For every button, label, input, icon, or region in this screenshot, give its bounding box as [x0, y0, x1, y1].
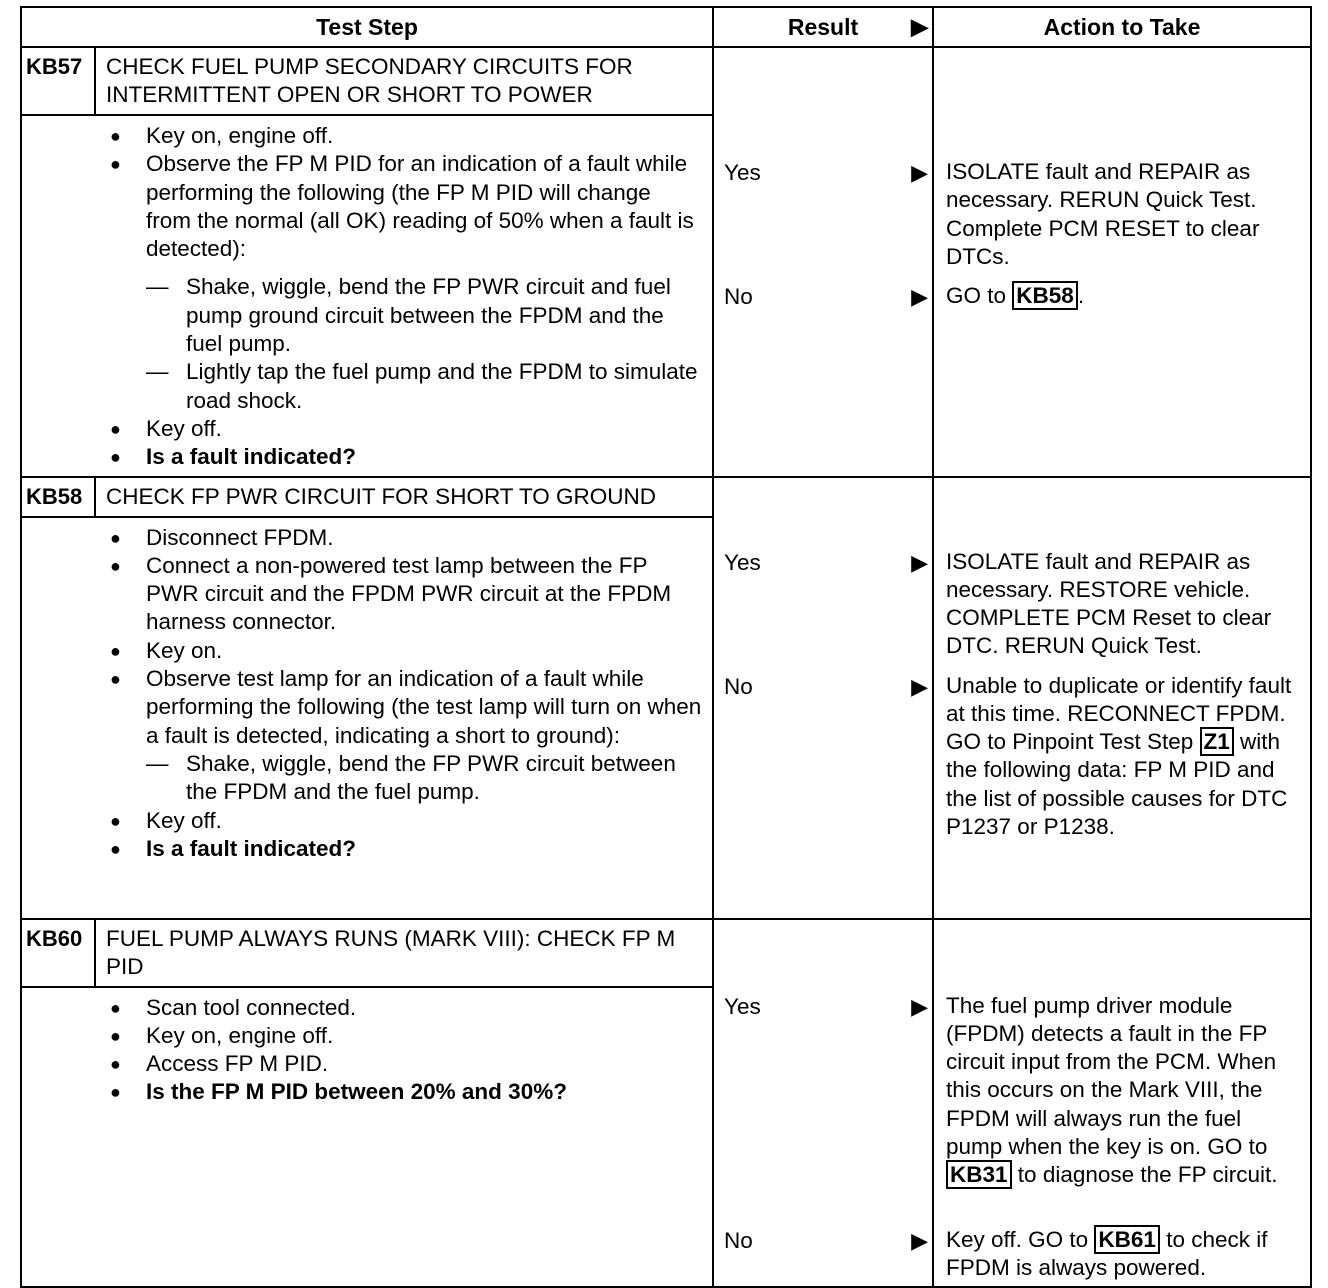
step-header: [22, 48, 712, 116]
dash-list: [146, 273, 702, 414]
step-title: CHECK FUEL PUMP SECONDARY CIRCUITS FOR INTERMITTENT OPEN OR SHORT TO POWER: [106, 54, 633, 107]
result-cell: [713, 477, 933, 919]
question-item: ● Is the FP M PID between 20% and 30%?: [108, 1078, 702, 1106]
table-row: [21, 47, 1311, 477]
list-item: ● Key off.: [108, 807, 702, 835]
action-text: Key off. GO to: [946, 1226, 1089, 1252]
header-result-label: Result: [787, 13, 859, 40]
step-header: [22, 920, 712, 988]
list-item: ● Scan tool connected.: [108, 994, 702, 1022]
header-action: Action to Take: [933, 7, 1311, 47]
action-text: The fuel pump driver module (FPDM) detects a fault in the FP circuit input from the PCM. When this occurs on the Mark VIII, the FPDM will always run the fuel pump when the key is on. GO to: [946, 992, 1277, 1160]
list-item: ● Key off.: [108, 415, 702, 443]
step-reference-link[interactable]: KB58: [1012, 281, 1078, 310]
arrow-icon: ▶: [911, 14, 928, 39]
action-cell: [933, 477, 1311, 919]
list-item: ● Access FP M PID.: [108, 1050, 702, 1078]
result-yes-label: Yes: [724, 993, 761, 1019]
step-id: KB57: [22, 48, 96, 114]
arrow-icon: ▶: [911, 673, 928, 699]
step-header: [22, 478, 712, 518]
question-item: ● Is a fault indicated?: [108, 443, 702, 471]
result-cell: [713, 47, 933, 477]
list-item: [108, 665, 702, 806]
arrow-icon: ▶: [911, 284, 928, 309]
action-cell: [933, 47, 1311, 477]
action-text: to diagnose the FP circuit.: [1017, 1162, 1278, 1188]
bullet-list: [108, 122, 702, 472]
action-no: [946, 1226, 1302, 1283]
list-item: ● Key on, engine off.: [108, 1022, 702, 1050]
action-text: GO to: [946, 283, 1007, 308]
result-yes-label: Yes: [724, 160, 761, 185]
test-step-cell: [21, 477, 713, 919]
result-yes: [724, 550, 928, 576]
action-yes: ISOLATE fault and REPAIR as necessary. RERUN Quick Test. Complete PCM RESET to clear DTCs.: [946, 159, 1260, 269]
step-id: KB60: [22, 920, 96, 986]
list-item-text: Observe the FP M PID for an indication of a fault while performing the following (the FP M PID will change from the normal (all OK) reading of 50% when a fault is detected):: [146, 151, 694, 262]
dash-list: [146, 750, 702, 807]
action-yes: [946, 992, 1302, 1190]
list-item: — Shake, wiggle, bend the FP PWR circuit between the FPDM and the fuel pump.: [146, 750, 702, 807]
list-item-text: Observe test lamp for an indication of a fault while performing the following (the test lamp will turn on when a fault is detected, indicating a short to ground):: [146, 666, 702, 748]
test-step-cell: [21, 919, 713, 1287]
result-no: [724, 1228, 928, 1254]
action-text: to check if FPDM is always powered.: [946, 1226, 1268, 1280]
list-item: — Shake, wiggle, bend the FP PWR circuit and fuel pump ground circuit between the FPDM and the fuel pump.: [146, 273, 702, 358]
step-reference-link[interactable]: Z1: [1200, 727, 1234, 756]
table-row: [21, 477, 1311, 919]
step-body: [22, 518, 712, 868]
pinpoint-test-table: [20, 6, 1312, 1288]
result-no: [724, 284, 928, 310]
result-yes-label: Yes: [724, 549, 761, 575]
result-no-label: No: [724, 673, 753, 699]
action-text: .: [1077, 283, 1085, 308]
action-no: [946, 282, 1302, 310]
header-result: [713, 7, 933, 47]
action-text: Unable to duplicate or identify fault at this time. RECONNECT FPDM. GO to Pinpoint Test Step: [946, 672, 1292, 755]
action-no: [946, 672, 1302, 842]
list-item: ● Key on.: [108, 637, 702, 665]
step-body: [22, 988, 712, 1111]
list-item: [108, 150, 702, 415]
action-yes: ISOLATE fault and REPAIR as necessary. RESTORE vehicle. COMPLETE PCM Reset to clear DTC. RERUN Quick Test.: [946, 548, 1272, 659]
arrow-icon: ▶: [911, 1227, 928, 1253]
step-reference-link[interactable]: KB61: [1094, 1225, 1160, 1254]
result-no-label: No: [724, 284, 753, 309]
list-item: — Lightly tap the fuel pump and the FPDM to simulate road shock.: [146, 358, 702, 415]
step-title: FUEL PUMP ALWAYS RUNS (MARK VIII): CHECK FP M PID: [106, 925, 676, 979]
header-test-step: Test Step: [21, 7, 713, 47]
arrow-icon: ▶: [911, 993, 928, 1019]
bullet-list: [108, 994, 702, 1107]
bullet-list: [108, 524, 702, 864]
table-header-row: [21, 7, 1311, 47]
list-item: ● Disconnect FPDM.: [108, 524, 702, 552]
test-step-cell: [21, 47, 713, 477]
table-row: [21, 919, 1311, 1287]
arrow-icon: ▶: [911, 549, 928, 575]
result-cell: [713, 919, 933, 1287]
step-body: [22, 116, 712, 476]
step-id: KB58: [22, 478, 96, 516]
result-yes: [724, 160, 928, 186]
action-cell: [933, 919, 1311, 1287]
question-item: ● Is a fault indicated?: [108, 835, 702, 863]
list-item: ● Key on, engine off.: [108, 122, 702, 150]
result-yes: [724, 994, 928, 1020]
action-text: with the following data: FP M PID and the list of possible causes for DTC P1237 or P1238.: [946, 729, 1288, 840]
step-title: CHECK FP PWR CIRCUIT FOR SHORT TO GROUND: [106, 483, 657, 509]
result-no-label: No: [724, 1227, 753, 1253]
result-no: [724, 674, 928, 700]
list-item: ● Connect a non-powered test lamp between the FP PWR circuit and the FPDM PWR circuit at the FPDM harness connector.: [108, 552, 702, 637]
step-reference-link[interactable]: KB31: [946, 1160, 1012, 1189]
arrow-icon: ▶: [911, 160, 928, 185]
